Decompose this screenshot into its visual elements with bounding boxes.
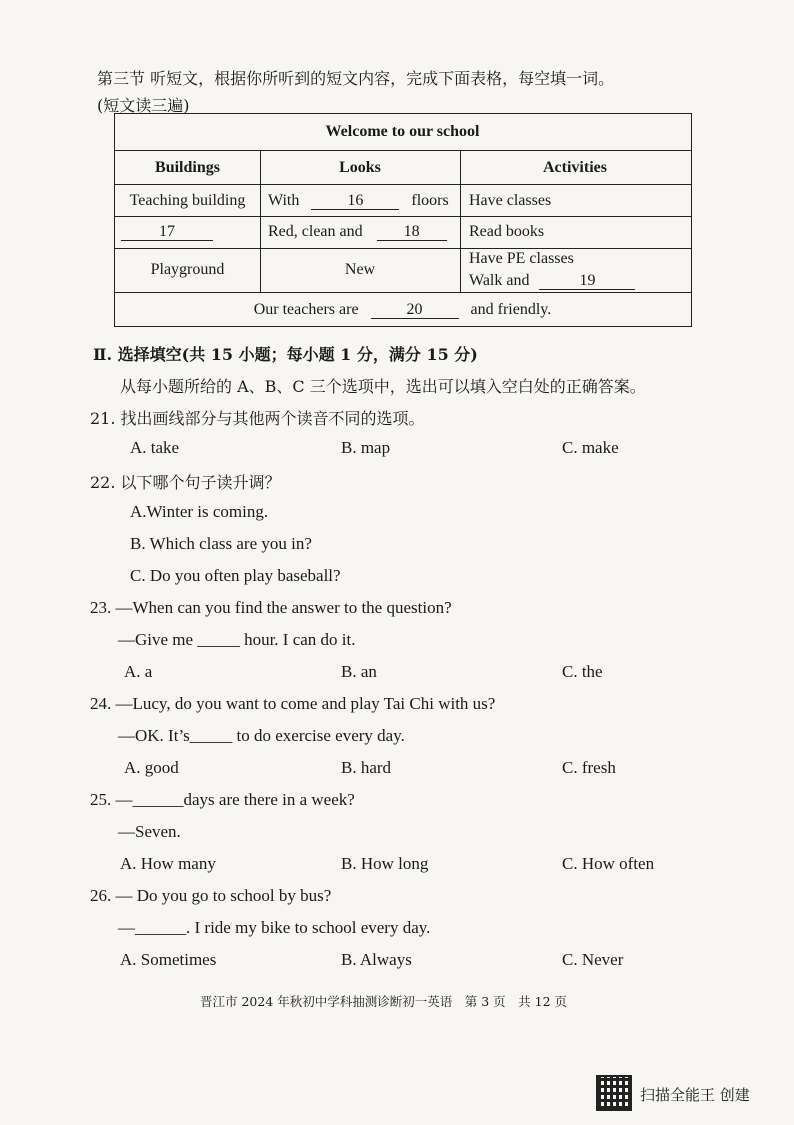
school-table <box>114 113 692 327</box>
row3-building: Playground <box>150 261 225 278</box>
row1-looks: With 16 floors <box>268 192 449 209</box>
q24-stem: 24. —Lucy, do you want to come and play Tai Chi with us? <box>90 694 496 713</box>
q22-option-b[interactable]: B. Which class are you in? <box>130 534 312 553</box>
header-activities: Activities <box>543 159 607 176</box>
section3-note: (短文读三遍) <box>97 96 190 115</box>
table-footer: Our teachers are 20 and friendly. <box>253 301 552 318</box>
q21-option-b[interactable]: B. map <box>341 438 391 457</box>
q21-stem: 21. 找出画线部分与其他两个读音不同的选项。 <box>90 409 425 428</box>
q25-stem: 25. —______days are there in a week? <box>90 790 355 809</box>
q26-option-c[interactable]: C. Never <box>562 950 624 969</box>
q24-option-b[interactable]: B. hard <box>341 758 392 777</box>
row2-activity: Read books <box>469 223 545 240</box>
q23-option-b[interactable]: B. an <box>341 662 377 681</box>
q25-line2: —Seven. <box>118 822 181 841</box>
blank-18[interactable]: 18 <box>377 224 447 241</box>
q25-option-a[interactable]: A. How many <box>120 854 216 873</box>
scanner-watermark: 扫描全能王 创建 <box>640 1086 750 1104</box>
blank-16[interactable]: 16 <box>311 193 399 210</box>
row2-looks: Red, clean and 18 <box>268 223 447 241</box>
q22-option-a[interactable]: A.Winter is coming. <box>130 502 269 521</box>
q23-line2: —Give me _____ hour. I can do it. <box>118 630 356 649</box>
row3-looks: New <box>344 261 376 278</box>
q22-option-c[interactable]: C. Do you often play baseball? <box>130 566 341 585</box>
header-looks: Looks <box>339 159 381 176</box>
qr-code-icon <box>596 1075 632 1111</box>
section2-title: Ⅱ. 选择填空(共 15 小题；每小题 1 分，满分 15 分) <box>93 345 478 364</box>
q26-option-a[interactable]: A. Sometimes <box>120 950 217 969</box>
q24-option-c[interactable]: C. fresh <box>562 758 616 777</box>
q23-stem: 23. —When can you find the answer to the question? <box>90 598 452 617</box>
blank-17[interactable]: 17 <box>121 224 213 241</box>
row3-activity1: Have PE classes <box>469 250 574 267</box>
q25-option-b[interactable]: B. How long <box>341 854 429 873</box>
q22-stem: 22. 以下哪个句子读升调？ <box>90 473 281 492</box>
blank-19[interactable]: 19 <box>539 273 635 290</box>
q26-option-b[interactable]: B. Always <box>341 950 412 969</box>
row3-activity2: Walk and 19 <box>469 272 635 290</box>
q25-option-c[interactable]: C. How often <box>562 854 655 873</box>
section3-title: 第三节 听短文，根据你所听到的短文内容，完成下面表格，每空填一词。 <box>97 69 615 88</box>
q24-option-a[interactable]: A. good <box>124 758 179 777</box>
table-title: Welcome to our school <box>325 123 480 140</box>
row2-building <box>121 223 213 241</box>
section2-instruction: 从每小题所给的 A、B、C 三个选项中，选出可以填入空白处的正确答案。 <box>120 377 646 396</box>
q24-line2: —OK. It’s_____ to do exercise every day. <box>118 726 405 745</box>
header-buildings: Buildings <box>155 159 220 176</box>
q26-stem: 26. — Do you go to school by bus? <box>90 886 332 905</box>
q26-line2: —______. I ride my bike to school every day. <box>118 918 431 937</box>
row1-activity: Have classes <box>469 192 552 209</box>
row1-building: Teaching building <box>129 192 246 209</box>
q23-option-a[interactable]: A. a <box>124 662 153 681</box>
blank-20[interactable]: 20 <box>371 302 459 319</box>
q23-option-c[interactable]: C. the <box>562 662 603 681</box>
q21-option-c[interactable]: C. make <box>562 438 619 457</box>
q21-option-a[interactable]: A. take <box>130 438 180 457</box>
page-footer: 晋江市 2024 年秋初中学科抽测诊断初一英语 第 3 页 共 12 页 <box>200 994 568 1009</box>
